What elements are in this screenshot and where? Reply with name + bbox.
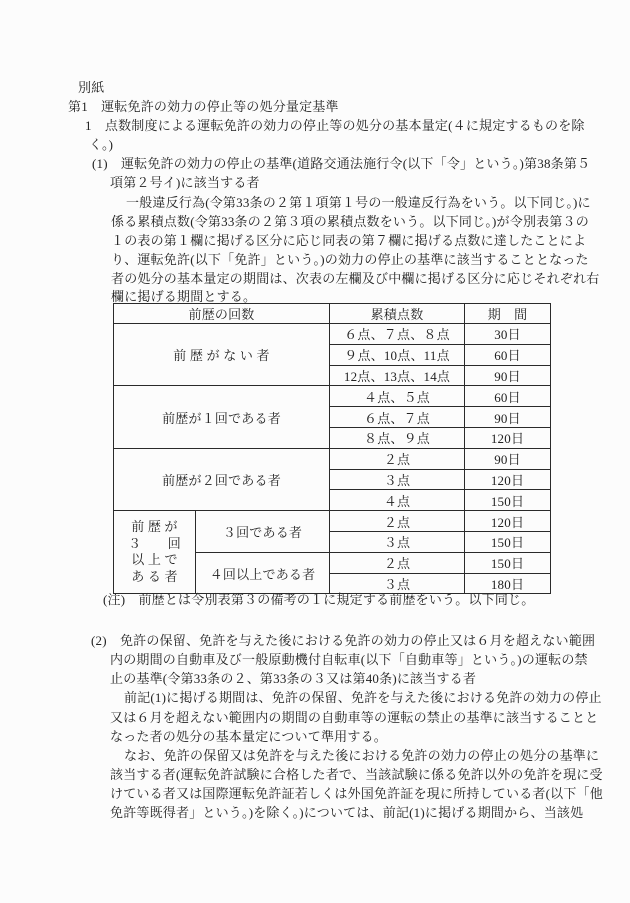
period-cell: 30日 [465, 324, 551, 345]
table-row [114, 511, 551, 532]
period-cell: 150日 [465, 531, 551, 552]
points-cell: ３点 [330, 573, 465, 594]
period-cell: 120日 [465, 511, 551, 532]
text-line: (注) 前歴とは令別表第３の備考の１に規定する前歴をいう。以下同じ。 [103, 592, 535, 607]
points-cell: ８点、９点 [330, 427, 465, 448]
points-cell: ４点 [330, 490, 465, 511]
table-row [114, 324, 551, 345]
suspension-period-table [113, 303, 551, 594]
label-line: 前 歴 が [131, 519, 178, 535]
points-cell: ６点、７点、８点 [330, 324, 465, 345]
text-line: 一般違反行為(令第33条の２第１項第１号の一般違反行為をいう。以下同じ。)に [126, 195, 591, 210]
label-line: あ る 者 [131, 568, 178, 584]
points-cell: ３点 [330, 469, 465, 490]
table-row [114, 448, 551, 469]
points-cell: ２点 [330, 448, 465, 469]
text-line: １の表の第１欄に掲げる区分に応じ同表の第７欄に掲げる点数に達したことによ [111, 233, 587, 248]
points-cell: ４点、５点 [330, 386, 465, 407]
table-header-row [114, 304, 551, 324]
period-cell: 90日 [465, 407, 551, 428]
period-cell: 120日 [465, 469, 551, 490]
text-line: (2) 免許の保留、免許を与えた後における免許の効力の停止又は６月を超えない範囲 [91, 633, 596, 648]
text-line: 第1 運転免許の効力の停止等の処分量定基準 [68, 99, 339, 114]
text-line: けている者又は国際運転免許証若しくは外国免許証を現に所持している者(以下「他 [110, 786, 603, 801]
points-cell: ２点 [330, 511, 465, 532]
period-cell: 150日 [465, 552, 551, 573]
text-line: 項第２号イ)に該当する者 [110, 175, 260, 190]
points-cell: ３点 [330, 531, 465, 552]
period-cell: 90日 [465, 448, 551, 469]
subgroup-label-three-priors: ３回である者 [196, 511, 330, 553]
text-line: り、運転免許(以下「免許」という。)の効力の停止の基準に該当することとなった [111, 252, 589, 267]
text-line: 免許等既得者」という。)を除く。)については、前記(1)に掲げる期間から、当該処 [110, 805, 584, 820]
text-line: く。) [89, 137, 114, 152]
period-cell: 180日 [465, 573, 551, 594]
text-line: 又は６月を超えない範囲内の期間の自動車等の運転の禁止の基準に該当することと [110, 710, 599, 725]
text-line: 欄に掲げる期間とする。 [111, 289, 257, 304]
points-cell: ６点、７点 [330, 407, 465, 428]
points-cell: ９点、10点、11点 [330, 344, 465, 365]
subgroup-label-four-or-more-priors: ４回以上である者 [196, 552, 330, 594]
text-line: (1) 運転免許の効力の停止の基準(道路交通法施行令(以下「令」という。)第38条第５ [92, 156, 591, 171]
points-cell: 12点、13点、14点 [330, 365, 465, 386]
label-line: 以 上 で [131, 552, 178, 568]
text-line: 1 点数制度による運転免許の効力の停止等の処分の基本量定(４に規定するものを除 [85, 118, 585, 133]
header-accumulated-points: 累積点数 [330, 304, 465, 324]
text-line: 者の処分の基本量定の期間は、次表の左欄及び中欄に掲げる区分に応じそれぞれ右 [111, 271, 600, 286]
table-row [114, 386, 551, 407]
period-cell: 60日 [465, 386, 551, 407]
text-line: 止の基準(令第33条の２、第33条の３又は第40条)に該当する者 [110, 671, 477, 686]
group-label-two-priors: 前歴が２回である者 [114, 448, 330, 510]
group-label-no-history: 前 歴 が な い 者 [114, 324, 330, 386]
group-label-three-or-more-priors [114, 511, 196, 594]
points-cell: ２点 [330, 552, 465, 573]
group-label-one-prior: 前歴が１回である者 [114, 386, 330, 448]
period-cell: 120日 [465, 427, 551, 448]
period-cell: 90日 [465, 365, 551, 386]
header-history-count: 前歴の回数 [114, 304, 330, 324]
text-line: 係る累積点数(令第33条の２第３項の累積点数をいう。以下同じ。)が令別表第３の [111, 214, 589, 229]
label-line: ３ 回 [128, 535, 181, 551]
text-line: なお、免許の保留又は免許を与えた後における免許の効力の停止の処分の基準に [124, 748, 600, 763]
text-line: 別紙 [78, 80, 105, 95]
text-line: 該当する者(運転免許試験に合格した者で、当該試験に係る免許以外の免許を現に受 [110, 767, 603, 782]
text-line: なった者の処分の基本量定について準用する。 [110, 729, 387, 744]
period-cell: 60日 [465, 344, 551, 365]
header-period: 期 間 [465, 304, 551, 324]
text-line: 内の期間の自動車及び一般原動機付自転車(以下「自動車等」という。)の運転の禁 [110, 652, 588, 667]
text-line: 前記(1)に掲げる期間は、免許の保留、免許を与えた後における免許の効力の停止 [124, 690, 602, 705]
period-cell: 150日 [465, 490, 551, 511]
